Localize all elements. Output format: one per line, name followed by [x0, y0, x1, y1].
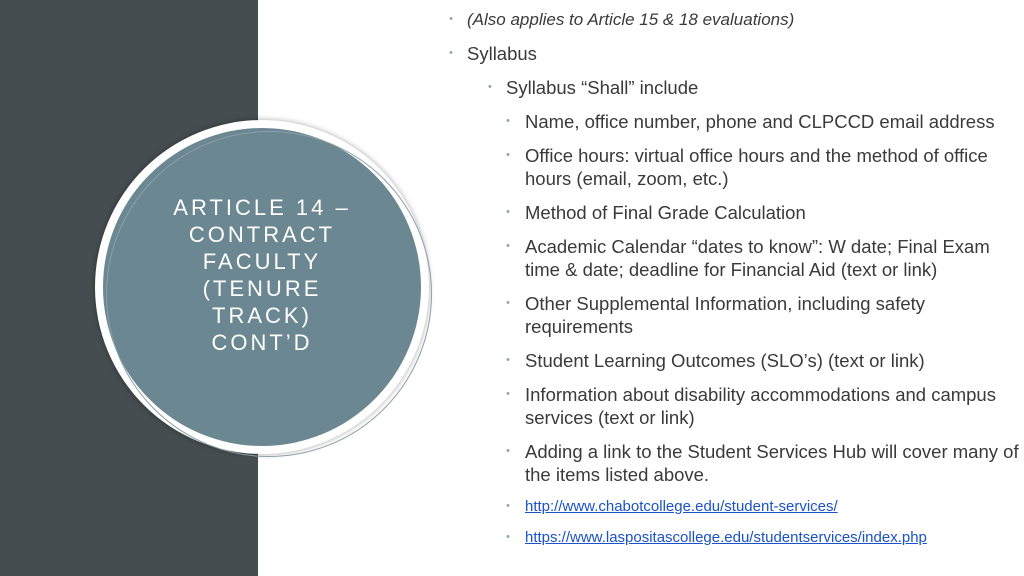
title-line: CONT’D [211, 330, 313, 355]
bullet-dot-icon: • [506, 115, 510, 127]
list-item [444, 110, 1020, 133]
title-circle-ring [106, 131, 432, 457]
bullet-dot-icon: • [506, 388, 510, 400]
laspositas-student-services-link[interactable]: https://www.laspositascollege.edu/studentservices/index.php [525, 529, 927, 546]
bullet-dot-icon: • [449, 47, 453, 59]
bullet-dot-icon: • [488, 81, 492, 93]
link-item-chabot [444, 495, 1020, 518]
bullet-text: Name, office number, phone and CLPCCD email address [525, 111, 995, 132]
list-item [444, 383, 1020, 429]
list-item [444, 201, 1020, 224]
bullet-dot-icon: • [506, 354, 510, 366]
bullet-text: (Also applies to Article 15 & 18 evaluations) [467, 10, 795, 29]
list-item [444, 144, 1020, 190]
bullet-dot-icon: • [506, 149, 510, 161]
title-circle [95, 120, 429, 454]
bullet-text: Academic Calendar “dates to know”: W date; Final Exam time & date; deadline for Financial Aid (text or link) [525, 236, 990, 280]
list-item [444, 349, 1020, 372]
bullet-dot-icon: • [506, 240, 510, 252]
title-line: FACULTY [202, 249, 322, 274]
bullet-text: Other Supplemental Information, including safety requirements [525, 293, 926, 337]
bullet-dot-icon: • [506, 206, 510, 218]
bullet-dot-icon: • [506, 500, 510, 512]
title-line: TRACK) [212, 303, 312, 328]
bullet-dot-icon: • [449, 13, 453, 25]
title-line: (TENURE [202, 276, 322, 301]
bullet-applies-note [444, 8, 1020, 31]
bullet-text: Student Learning Outcomes (SLO’s) (text or link) [525, 350, 925, 371]
bullet-dot-icon: • [506, 445, 510, 457]
chabot-student-services-link[interactable]: http://www.chabotcollege.edu/student-services/ [525, 498, 838, 515]
bullet-dot-icon: • [506, 297, 510, 309]
bullet-list [444, 8, 1020, 549]
bullet-text: Office hours: virtual office hours and the method of office hours (email, zoom, etc.) [525, 145, 988, 189]
bullet-shall-include [444, 76, 1020, 99]
bullet-text: Method of Final Grade Calculation [525, 202, 806, 223]
title-line: CONTRACT [188, 222, 336, 247]
list-item [444, 292, 1020, 338]
bullet-text: Adding a link to the Student Services Hub will cover many of the items listed above. [525, 441, 1019, 485]
link-item-laspositas [444, 526, 1020, 549]
title-circle-fill [103, 128, 421, 446]
bullet-text: Information about disability accommodations and campus services (text or link) [525, 384, 996, 428]
list-item [444, 440, 1020, 486]
title-line: ARTICLE 14 – [173, 195, 351, 220]
bullet-text: Syllabus [467, 43, 537, 64]
bullet-text: Syllabus “Shall” include [506, 77, 699, 98]
bullet-dot-icon: • [506, 531, 510, 543]
list-item [444, 235, 1020, 281]
bullet-syllabus [444, 42, 1020, 65]
